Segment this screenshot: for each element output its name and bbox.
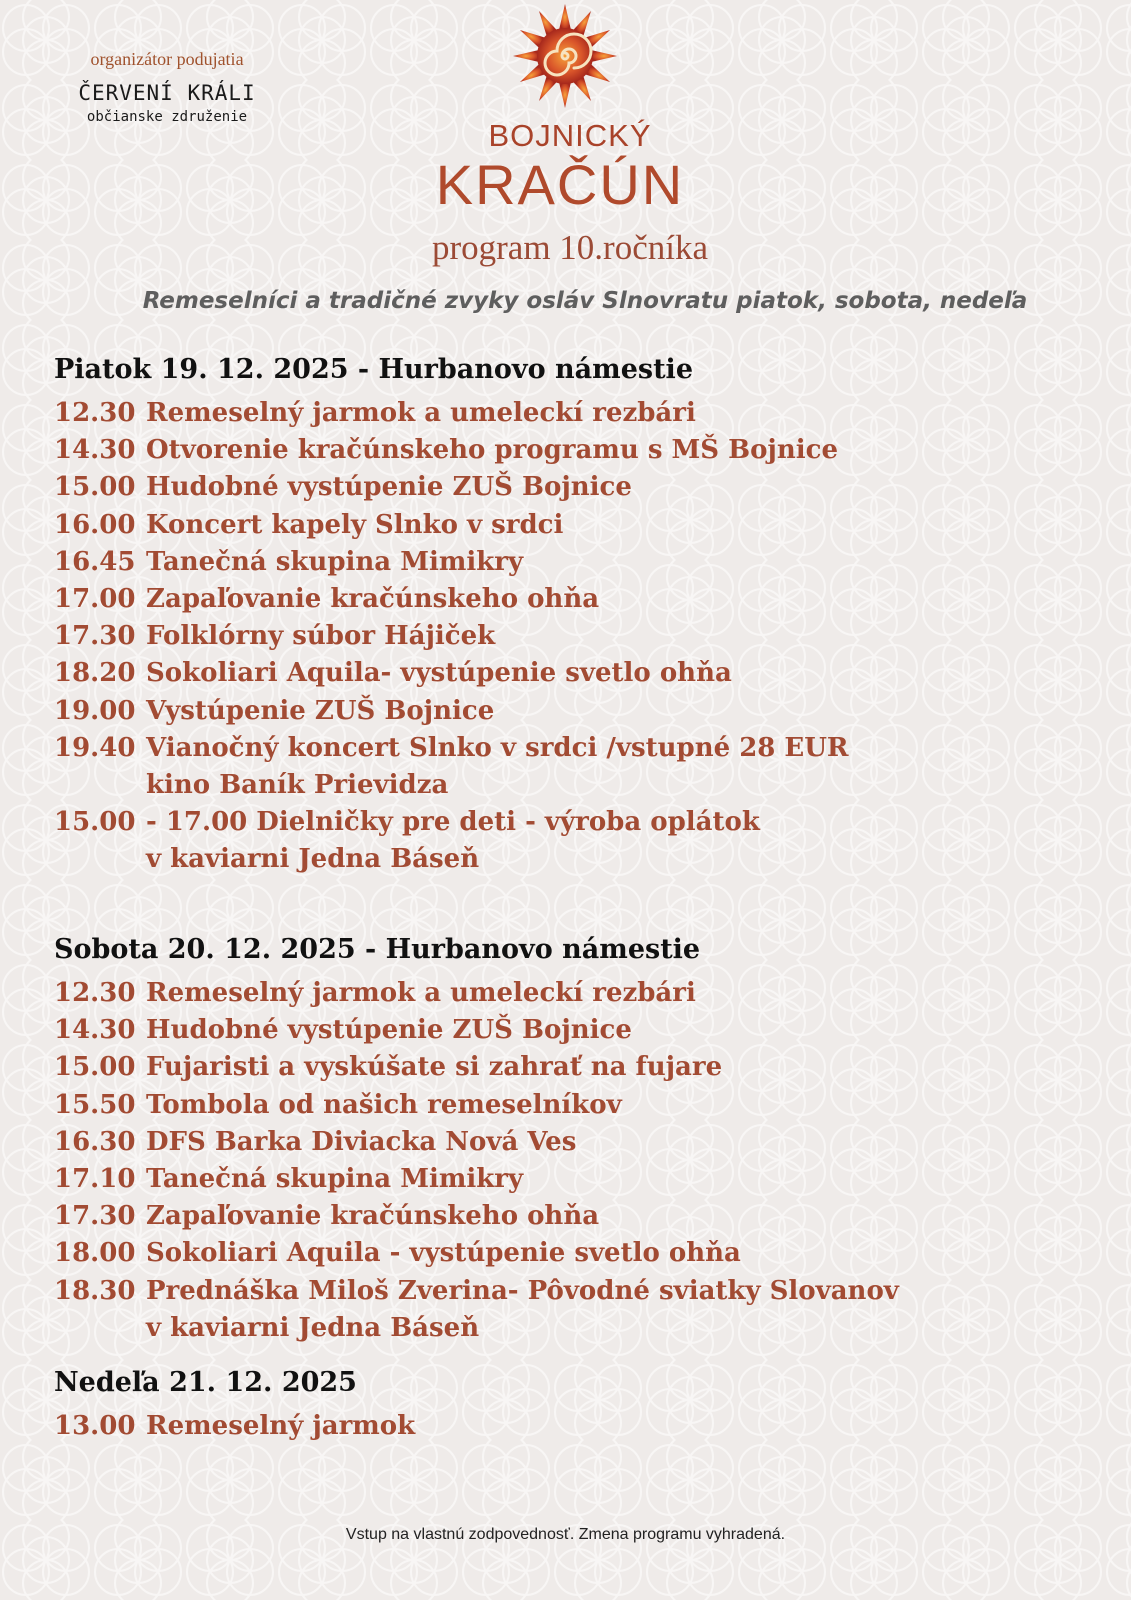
event-time: 16.00 — [54, 509, 136, 540]
event-time: 16.45 — [54, 546, 136, 577]
sun-spiral-icon — [500, 0, 630, 120]
event-text: Sokoliari Aquila - vystúpenie svetlo ohňa — [146, 1238, 741, 1269]
event-text: - 17.00 Dielničky pre deti - výroba oplátok — [146, 807, 760, 838]
event-time: 19.00 — [54, 695, 136, 726]
event-text-group — [146, 730, 849, 804]
event-text: Vystúpenie ZUŠ Bojnice — [146, 695, 495, 726]
event-time: 14.30 — [54, 1015, 136, 1046]
event-text: Zapaľovanie kračúnskeho ohňa — [146, 1201, 600, 1232]
event-time: 12.30 — [54, 978, 136, 1008]
event-time: 15.00 — [54, 807, 136, 838]
organizer-name: ČERVENÍ KRÁLI — [78, 81, 256, 105]
day-section-saturday — [54, 933, 899, 1347]
event-item — [54, 1012, 899, 1049]
organizer-caption: organizátor podujatia — [90, 49, 244, 69]
event-text: Folklórny súbor Hájiček — [146, 621, 496, 652]
event-time: 17.30 — [54, 1201, 136, 1232]
event-item — [54, 1235, 899, 1272]
event-text-group — [146, 804, 760, 878]
event-item — [54, 395, 849, 432]
event-text: Tanečná skupina Mimikry — [146, 546, 524, 577]
event-time: 14.30 — [54, 435, 136, 466]
event-time: 15.00 — [54, 472, 136, 503]
event-item — [54, 1161, 899, 1198]
event-text: Remeselný jarmok a umeleckí rezbári — [146, 978, 696, 1008]
event-item — [54, 655, 849, 692]
event-item — [54, 1124, 899, 1161]
event-time: 13.00 — [54, 1411, 136, 1441]
event-text-group — [146, 1273, 899, 1347]
event-text: Vianočný koncert Slnko v srdci /vstupné 28 EUR — [146, 732, 849, 763]
event-time: 18.30 — [54, 1275, 136, 1306]
event-item — [54, 469, 849, 506]
event-text: Prednáška Miloš Zverina- Pôvodné sviatky Slovanov — [146, 1275, 899, 1306]
day-heading: Piatok 19. 12. 2025 - Hurbanovo námestie — [54, 354, 693, 385]
event-text-continuation: kino Baník Prievidza — [146, 770, 449, 801]
day-section-sunday — [54, 1366, 415, 1445]
event-text: Fujaristi a vyskúšate si zahrať na fujare — [146, 1052, 723, 1083]
event-item — [54, 618, 849, 655]
event-text: Otvorenie kračúnskeho programu s MŠ Bojnice — [146, 435, 838, 466]
day-heading: Sobota 20. 12. 2025 - Hurbanovo námestie — [54, 934, 701, 965]
event-item — [54, 730, 849, 804]
event-time: 18.00 — [54, 1238, 136, 1269]
event-item — [54, 432, 849, 469]
event-text: Remeselný jarmok — [146, 1411, 416, 1441]
logo-title-line2: KRAČÚN — [435, 153, 685, 216]
event-text: Zapaľovanie kračúnskeho ohňa — [146, 584, 600, 615]
event-text-continuation: v kaviarni Jedna Báseň — [146, 844, 480, 875]
event-text: Tanečná skupina Mimikry — [146, 1164, 524, 1195]
event-item — [54, 975, 899, 1012]
event-text-continuation: v kaviarni Jedna Báseň — [146, 1312, 480, 1343]
day-heading: Nedeľa 21. 12. 2025 — [54, 1367, 357, 1398]
event-time: 12.30 — [54, 398, 136, 428]
event-time: 17.00 — [54, 584, 136, 615]
event-time: 17.30 — [54, 621, 136, 652]
event-item — [54, 1408, 415, 1445]
tagline: Remeselníci a tradičné zvyky osláv Slnovratu piatok, sobota, nedeľa — [142, 288, 1028, 314]
event-item — [54, 507, 849, 544]
footer-note: Vstup na vlastnú zodpovednosť. Zmena programu vyhradená. — [345, 1526, 786, 1543]
logo-title-line1: BOJNICKÝ — [488, 118, 652, 153]
event-text: Koncert kapely Slnko v srdci — [146, 509, 564, 540]
event-time: 16.30 — [54, 1126, 136, 1157]
event-time: 19.40 — [54, 732, 136, 763]
event-text: Remeselný jarmok a umeleckí rezbári — [146, 398, 696, 428]
event-item — [54, 1087, 899, 1124]
event-text: Hudobné vystúpenie ZUŠ Bojnice — [146, 1015, 632, 1046]
event-item — [54, 544, 849, 581]
event-time: 15.50 — [54, 1089, 136, 1120]
event-time: 15.00 — [54, 1052, 136, 1083]
day-section-friday — [54, 353, 849, 879]
organizer-block — [52, 48, 282, 126]
event-time: 17.10 — [54, 1164, 136, 1195]
event-item — [54, 1273, 899, 1347]
event-time: 18.20 — [54, 658, 136, 689]
event-item — [54, 581, 849, 618]
event-text: Sokoliari Aquila- vystúpenie svetlo ohňa — [146, 658, 732, 689]
organizer-type: občianske združenie — [86, 109, 248, 125]
event-item — [54, 1198, 899, 1235]
event-item — [54, 804, 849, 878]
event-item — [54, 693, 849, 730]
event-text: Tombola od našich remeselníkov — [146, 1089, 622, 1120]
program-subtitle: program 10.ročníka — [431, 228, 709, 267]
event-item — [54, 1049, 899, 1086]
event-text: Hudobné vystúpenie ZUŠ Bojnice — [146, 472, 632, 503]
event-text: DFS Barka Diviacka Nová Ves — [146, 1126, 577, 1157]
